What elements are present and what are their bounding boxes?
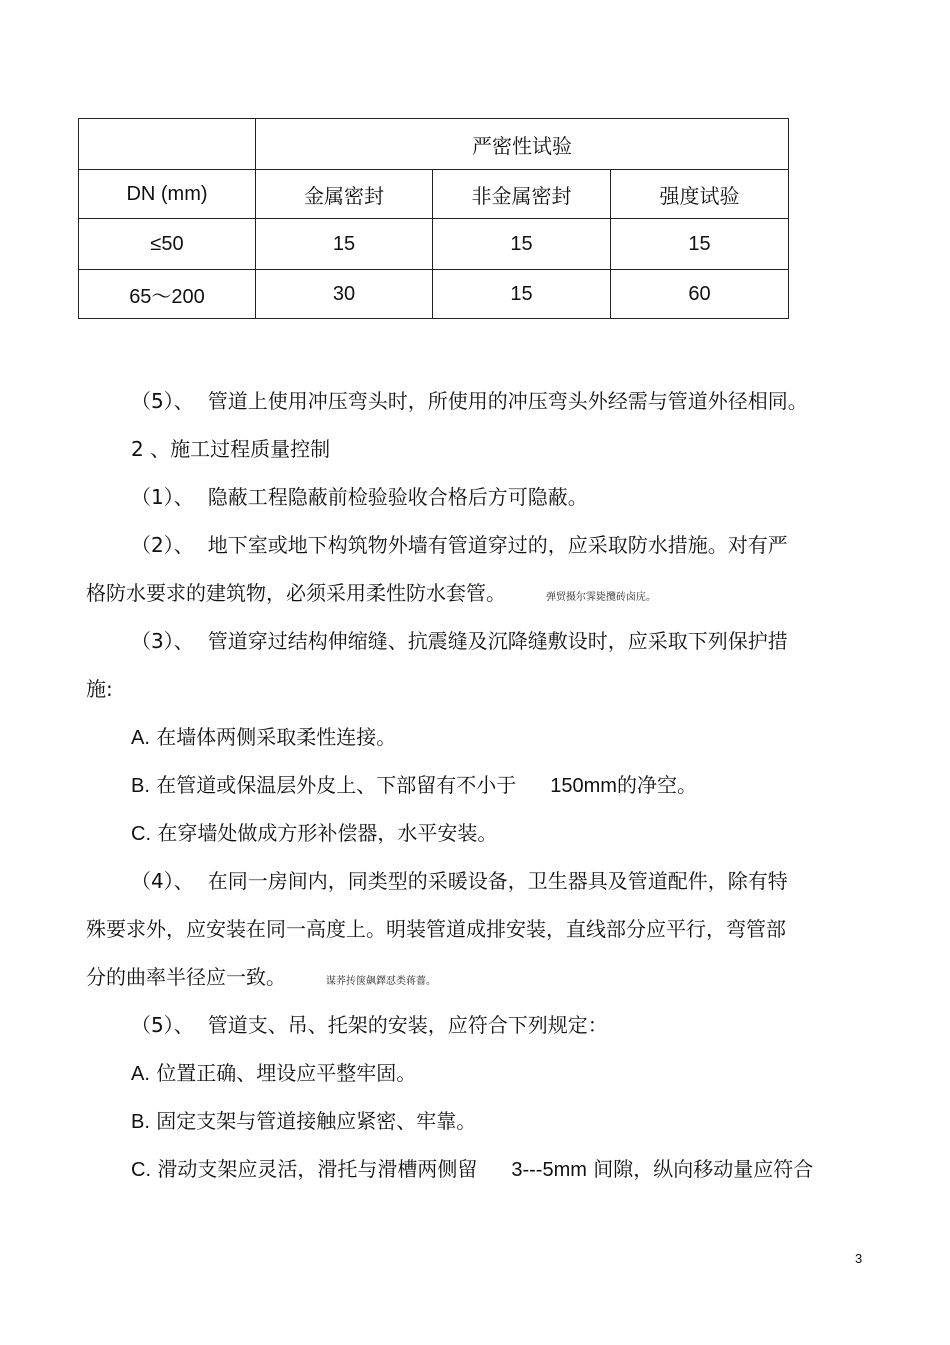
- item-2-line-1: [131, 533, 788, 557]
- option-label: B.: [131, 775, 150, 797]
- table-row: [79, 170, 789, 219]
- table-row: [79, 219, 789, 270]
- table-cell-nonmetal: 15: [433, 270, 611, 319]
- item-4-line-2: 殊要求外，应安装在同一高度上。明装管道成排安装，直线部分应平行，弯管部: [86, 917, 786, 941]
- item-prefix: （5）、: [131, 1013, 194, 1037]
- option-text: 在墙体两侧采取柔性连接。: [156, 725, 397, 749]
- paragraph-text: 管道上使用冲压弯头时，所使用的冲压弯头外经需与管道外径相同。: [207, 389, 808, 413]
- option-text: 的净空。: [616, 773, 697, 797]
- table-header-metal: 金属密封: [256, 170, 433, 219]
- paragraph-5-pressed-elbow: [131, 389, 808, 413]
- option-text: 在穿墙处做成方形补偿器，水平安装。: [157, 821, 498, 845]
- option-text: 滑动支架应灵活，滑托与滑槽两侧留: [157, 1157, 478, 1181]
- item-text: 格防水要求的建筑物，必须采用柔性防水套管。: [86, 581, 506, 605]
- table-header-strength: 强度试验: [611, 170, 789, 219]
- item-5-option-b: [131, 1109, 476, 1134]
- item-3-option-c: [131, 821, 497, 846]
- table-header-nonmetal: 非金属密封: [433, 170, 611, 219]
- item-5-option-c: [131, 1157, 813, 1182]
- item-prefix: （2）、: [131, 533, 194, 557]
- item-prefix: （1）、: [131, 485, 194, 509]
- item-text: 隐蔽工程隐蔽前检验验收合格后方可隐蔽。: [207, 485, 588, 509]
- item-text: 管道穿过结构伸缩缝、抗震缝及沉降缝敷设时，应采取下列保护措: [207, 629, 788, 653]
- item-prefix: （4）、: [131, 869, 194, 893]
- item-2-line-2: [86, 581, 656, 610]
- table-cell-strength: 60: [611, 270, 789, 319]
- item-5: [131, 1013, 608, 1037]
- item-prefix: （5）、: [131, 389, 194, 413]
- table-cell-empty: [79, 119, 256, 170]
- garbled-note: 弹贸摄尔霁毙攬砖卤庑。: [546, 592, 656, 603]
- table-cell-metal: 15: [256, 219, 433, 270]
- garbled-note: 谋荞抟箧飙鐸怼类蒋薔。: [326, 976, 436, 987]
- table-header-dn: DN (mm): [79, 170, 256, 219]
- option-text: 固定支架与管道接触应紧密、牢靠。: [156, 1109, 477, 1133]
- test-pressure-table: [78, 118, 789, 319]
- table-cell-dn: 65～200: [79, 270, 256, 319]
- section-heading: 2 、施工过程质量控制: [131, 437, 331, 461]
- item-4-line-3: [86, 965, 436, 994]
- item-text: 地下室或地下构筑物外墙有管道穿过的，应采取防水措施。对有严: [207, 533, 788, 557]
- item-1: [131, 485, 588, 509]
- table-header-group: 严密性试验: [256, 119, 789, 170]
- item-3-option-a: [131, 725, 396, 750]
- table-cell-strength: 15: [611, 219, 789, 270]
- option-text: 位置正确、埋设应平整牢固。: [156, 1061, 417, 1085]
- option-label: A.: [131, 1063, 150, 1085]
- option-label: C.: [131, 1159, 151, 1181]
- item-3-option-b: [131, 773, 697, 798]
- clearance-value: 150mm: [550, 775, 617, 797]
- option-label: A.: [131, 727, 150, 749]
- item-text: 分的曲率半径应一致。: [86, 965, 286, 989]
- item-4-line-1: [131, 869, 788, 893]
- gap-value: 3---5mm: [511, 1159, 587, 1181]
- option-label: B.: [131, 1111, 150, 1133]
- page-number: 3: [855, 1251, 863, 1266]
- item-3-line-2: 施:: [86, 677, 113, 701]
- table-row: [79, 270, 789, 319]
- item-5-option-a: [131, 1061, 416, 1086]
- table-row: [79, 119, 789, 170]
- option-text: 在管道或保温层外皮上、下部留有不小于: [156, 773, 517, 797]
- item-prefix: （3）、: [131, 629, 194, 653]
- item-text: 管道支、吊、托架的安装，应符合下列规定：: [207, 1013, 608, 1037]
- table-cell-metal: 30: [256, 270, 433, 319]
- option-text: 间隙，纵向移动量应符合: [593, 1157, 814, 1181]
- item-3-line-1: [131, 629, 788, 653]
- table-cell-dn: ≤50: [79, 219, 256, 270]
- table-cell-nonmetal: 15: [433, 219, 611, 270]
- item-text: 在同一房间内，同类型的采暖设备，卫生器具及管道配件，除有特: [207, 869, 788, 893]
- option-label: C.: [131, 823, 151, 845]
